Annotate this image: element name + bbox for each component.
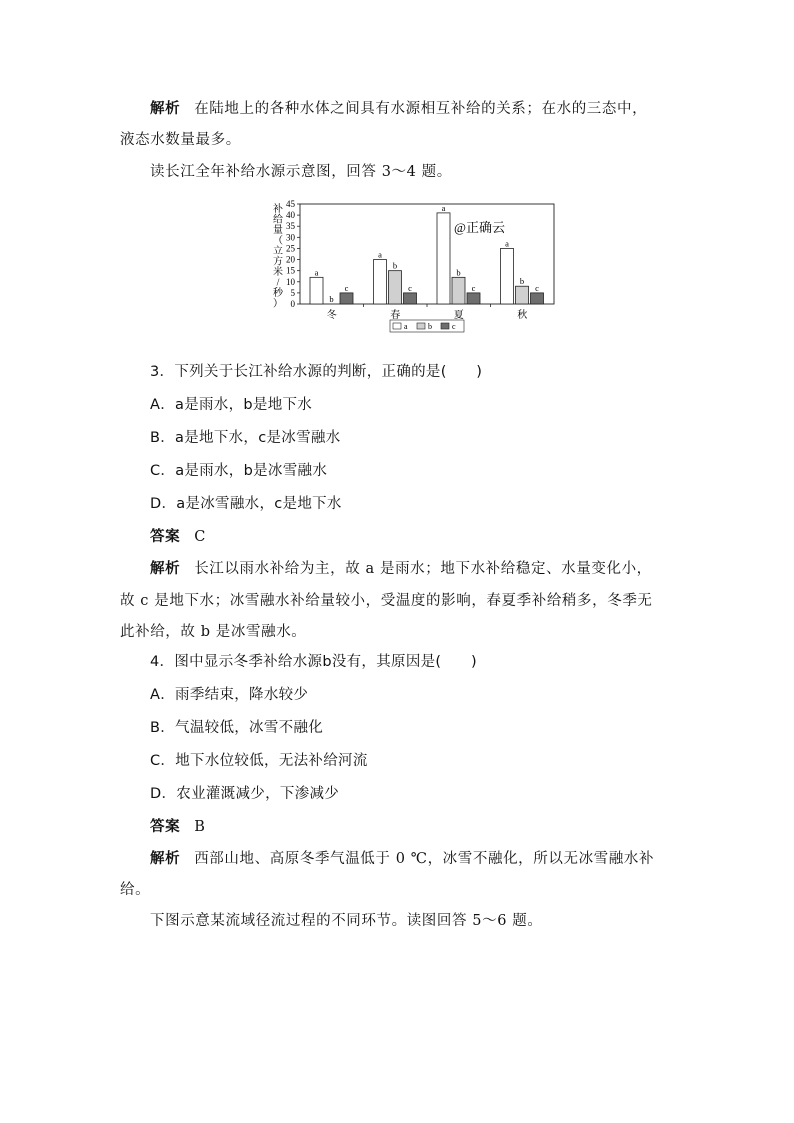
bar-a xyxy=(374,260,387,304)
y-tick-label: 5 xyxy=(290,287,295,298)
y-axis-label-char: 补 xyxy=(273,204,283,215)
legend-swatch-b xyxy=(417,323,425,329)
y-tick-label: 20 xyxy=(286,254,295,265)
bar-label-a: a xyxy=(378,249,382,260)
bar-label-c: c xyxy=(344,282,349,293)
analysis-text-line-2: 液态水数量最多。 xyxy=(120,132,241,148)
question-4-option-d: D．农业灌溉减少，下渗减少 xyxy=(150,786,340,802)
bar-label-a: a xyxy=(505,238,509,249)
bar-a xyxy=(310,277,323,304)
bar-label-c: c xyxy=(408,282,412,293)
bar-c xyxy=(340,293,353,304)
x-tick-label: 夏 xyxy=(453,310,464,321)
analysis-label: 解析 xyxy=(150,561,181,577)
legend-swatch-a xyxy=(393,323,401,329)
y-axis-label-char: 给 xyxy=(273,214,283,226)
analysis-label: 解析 xyxy=(150,101,181,117)
question-intro: 读长江全年补给水源示意图，回答 3～4 题。 xyxy=(150,164,452,180)
y-axis-label-char: ） xyxy=(273,298,283,310)
x-tick-label: 冬 xyxy=(326,310,337,321)
bar-c xyxy=(467,293,480,304)
answer-value: B xyxy=(194,819,206,835)
analysis-paragraph-1 xyxy=(150,97,647,118)
y-axis-label-char: 米 xyxy=(273,267,283,278)
answer-label: 答案 xyxy=(150,529,181,545)
bar-a xyxy=(437,213,450,304)
question-4-answer xyxy=(150,815,205,836)
y-tick-label: 0 xyxy=(290,299,295,309)
bar-label-b: b xyxy=(392,260,398,271)
bar-label-b: b xyxy=(329,294,334,304)
question-4-option-b: B．气温较低，冰雪不融化 xyxy=(150,720,324,736)
x-tick-label: 秋 xyxy=(517,310,528,321)
question-3-analysis xyxy=(150,557,652,578)
y-axis-label-char: 秒 xyxy=(273,288,283,299)
bar-b xyxy=(452,277,465,304)
y-tick-label: 35 xyxy=(286,221,295,232)
analysis-text: 长江以雨水补给为主，故 a 是雨水；地下水补给稳定、水量变化小， xyxy=(194,561,652,577)
legend-label-a: a xyxy=(404,322,408,331)
y-tick-label: 40 xyxy=(286,210,295,221)
answer-label: 答案 xyxy=(150,819,181,835)
analysis-text: 西部山地、高原冬季气温低于 0 ℃，冰雪不融化，所以无冰雪融水补 xyxy=(194,851,655,867)
question-4-stem: 4．图中显示冬季补给水源b没有，其原因是( ) xyxy=(150,654,477,670)
y-tick-label: 25 xyxy=(286,243,295,254)
y-tick-label: 45 xyxy=(286,199,295,209)
bar-b xyxy=(389,271,402,304)
legend-label-b: b xyxy=(428,322,432,331)
question-4-analysis xyxy=(150,847,654,868)
y-tick-label: 30 xyxy=(286,232,295,243)
answer-value: C xyxy=(194,529,206,545)
y-tick-label: 10 xyxy=(286,276,295,287)
question-3-option-a: A．a是雨水，b是地下水 xyxy=(150,397,313,413)
question-4-option-c: C．地下水位较低，无法补给河流 xyxy=(150,753,368,769)
y-axis-label-char: （ xyxy=(273,235,283,247)
bar-b xyxy=(516,286,529,304)
question-3-option-c: C．a是雨水，b是冰雪融水 xyxy=(150,463,328,479)
legend-label-c: c xyxy=(452,322,456,331)
analysis-text-line-2: 给。 xyxy=(120,882,151,898)
y-axis-label-char: 方 xyxy=(273,256,283,268)
chart-bars xyxy=(310,203,544,304)
y-axis-label-char: / xyxy=(276,277,280,289)
question-3-stem: 3．下列关于长江补给水源的判断，正确的是( ) xyxy=(150,364,483,380)
bar-c xyxy=(531,293,544,304)
question-3-option-d: D．a是冰雪融水，c是地下水 xyxy=(150,496,342,512)
analysis-label: 解析 xyxy=(150,851,181,867)
bar-label-c: c xyxy=(535,282,539,293)
bar-label-a: a xyxy=(441,202,446,213)
analysis-text-line-2: 故 c 是地下水；冰雪融水补给量较小，受温度的影响，春夏季补给稍多，冬季无 xyxy=(120,593,653,609)
bar-a xyxy=(501,248,514,304)
question-3-answer xyxy=(150,525,206,546)
chart-legend xyxy=(390,320,464,332)
analysis-text: 在陆地上的各种水体之间具有水源相互补给的关系；在水的三态中， xyxy=(194,101,648,117)
bar-label-b: b xyxy=(519,276,525,287)
x-tick-label: 春 xyxy=(390,310,401,321)
question-3-option-b: B．a是地下水，c是冰雪融水 xyxy=(150,430,341,446)
bar-label-c: c xyxy=(471,282,476,293)
y-axis-label-char: 量 xyxy=(273,225,283,236)
bar-c xyxy=(404,293,417,304)
y-axis-label-char: 立 xyxy=(273,246,283,257)
legend-swatch-c xyxy=(441,323,449,329)
analysis-text-line-3: 此补给，故 b 是冰雪融水。 xyxy=(120,624,307,640)
bar-label-b: b xyxy=(456,267,461,278)
y-tick-label: 15 xyxy=(286,265,295,276)
next-question-intro: 下图示意某流域径流过程的不同环节。读图回答 5～6 题。 xyxy=(150,913,543,929)
bar-label-a: a xyxy=(314,267,319,278)
watermark-text: @正确云 xyxy=(454,220,505,235)
question-4-option-a: A．雨季结束，降水较少 xyxy=(150,687,309,703)
bar-chart xyxy=(268,198,568,340)
